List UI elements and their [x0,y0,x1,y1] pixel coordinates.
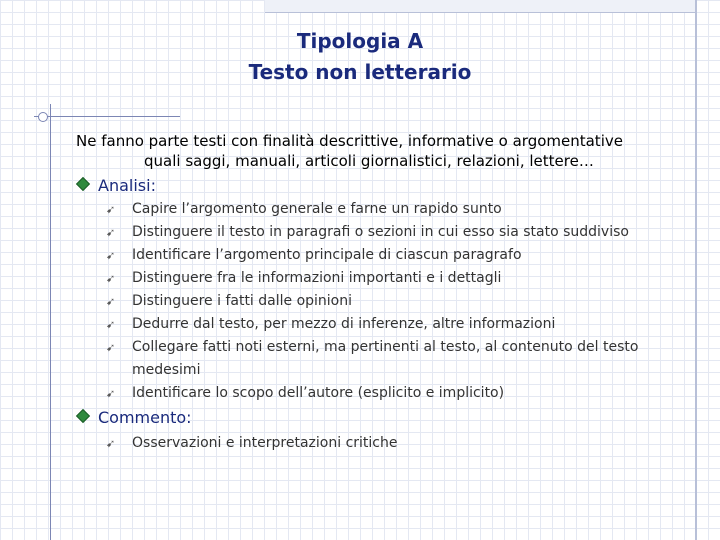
list-item-text: Capire l’argomento generale e farne un rapido sunto [132,201,502,217]
list-item [106,290,666,313]
list-item-text: Collegare fatti noti esterni, ma pertinenti al testo, al contenuto del testo medesimi [132,339,639,378]
list-item [106,382,666,405]
arrow-bullet-icon: ➹ [106,249,116,262]
commento-heading-label: Commento: [98,408,192,427]
arrow-bullet-icon: ➹ [106,341,116,354]
list-item-text: Distinguere il testo in paragrafi o sezioni in cui esso sia stato suddiviso [132,224,629,240]
corner-band [265,0,695,13]
commento-heading [78,408,192,428]
diamond-bullet-icon [76,177,90,191]
list-item [106,432,666,455]
decor-horizontal-line [34,116,180,117]
arrow-bullet-icon: ➹ [106,272,116,285]
list-item [106,221,666,244]
list-item [106,336,666,382]
arrow-bullet-icon: ➹ [106,318,116,331]
list-item [106,198,666,221]
list-item [106,313,666,336]
analisi-heading-label: Analisi: [98,176,156,195]
arrow-bullet-icon: ➹ [106,437,116,450]
list-item [106,267,666,290]
decor-vertical-line [50,104,51,540]
intro-text [76,131,686,171]
arrow-bullet-icon: ➹ [106,387,116,400]
commento-list [106,432,666,455]
list-item [106,244,666,267]
list-item-text: Distinguere fra le informazioni importanti e i dettagli [132,270,502,286]
diamond-bullet-icon [76,409,90,423]
list-item-text: Osservazioni e interpretazioni critiche [132,435,398,451]
intro-line-1: Ne fanno parte testi con finalità descrittive, informative o argomentative [76,132,623,150]
list-item-text: Identificare lo scopo dell’autore (esplicito e implicito) [132,385,505,401]
list-item-text: Identificare l’argomento principale di ciascun paragrafo [132,247,522,263]
list-item-text: Distinguere i fatti dalle opinioni [132,293,353,309]
slide-title [0,26,720,88]
title-line-2: Testo non letterario [248,60,472,84]
intro-line-2: quali saggi, manuali, articoli giornalistici, relazioni, lettere… [144,152,594,170]
title-line-1: Tipologia A [296,29,424,53]
arrow-bullet-icon: ➹ [106,295,116,308]
arrow-bullet-icon: ➹ [106,226,116,239]
arrow-bullet-icon: ➹ [106,203,116,216]
analisi-heading [78,176,156,196]
analisi-list [106,198,666,405]
list-item-text: Dedurre dal testo, per mezzo di inferenze, altre informazioni [132,316,556,332]
decor-circle [38,112,48,122]
